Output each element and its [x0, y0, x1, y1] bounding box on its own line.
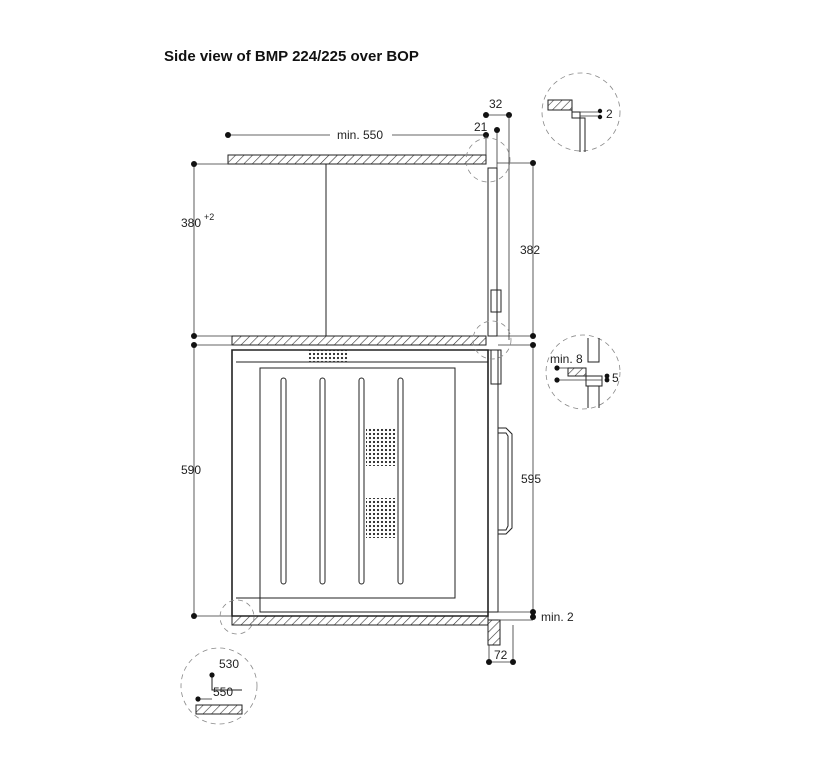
detail-middle — [546, 335, 620, 409]
dim-label-550: 550 — [213, 685, 234, 699]
middle-shelf — [232, 336, 486, 345]
dim-label-382: 382 — [520, 243, 541, 257]
dim-label-530: 530 — [219, 657, 240, 671]
vent-holes-top — [308, 350, 348, 362]
dim-label-min-2: min. 2 — [541, 610, 574, 624]
bottom-shelf — [232, 616, 488, 625]
dim-label-5: 5 — [612, 371, 619, 385]
dim-590 — [191, 342, 232, 619]
dim-label-380: 380 — [181, 216, 202, 230]
dim-label-21: 21 — [474, 120, 488, 134]
rack-rails — [281, 378, 403, 584]
plinth — [488, 620, 500, 645]
diagram-title: Side view of BMP 224/225 over BOP — [164, 48, 419, 65]
dim-label-min-8: min. 8 — [550, 352, 583, 366]
dim-380 — [191, 161, 232, 339]
dim-label-72: 72 — [494, 648, 508, 662]
vent-holes-upper — [366, 428, 396, 466]
warming-drawer — [488, 168, 501, 336]
dim-label-380-tolerance: +2 — [204, 212, 215, 222]
oven-body — [232, 350, 512, 616]
dim-label-32: 32 — [489, 97, 503, 111]
dim-min-2 — [498, 614, 536, 620]
dim-label-min-550: min. 550 — [337, 128, 384, 142]
dim-label-595: 595 — [521, 472, 542, 486]
top-shelf — [228, 155, 486, 164]
dim-label-2: 2 — [606, 107, 613, 121]
dim-label-590: 590 — [181, 463, 202, 477]
vent-holes-lower — [366, 498, 396, 538]
